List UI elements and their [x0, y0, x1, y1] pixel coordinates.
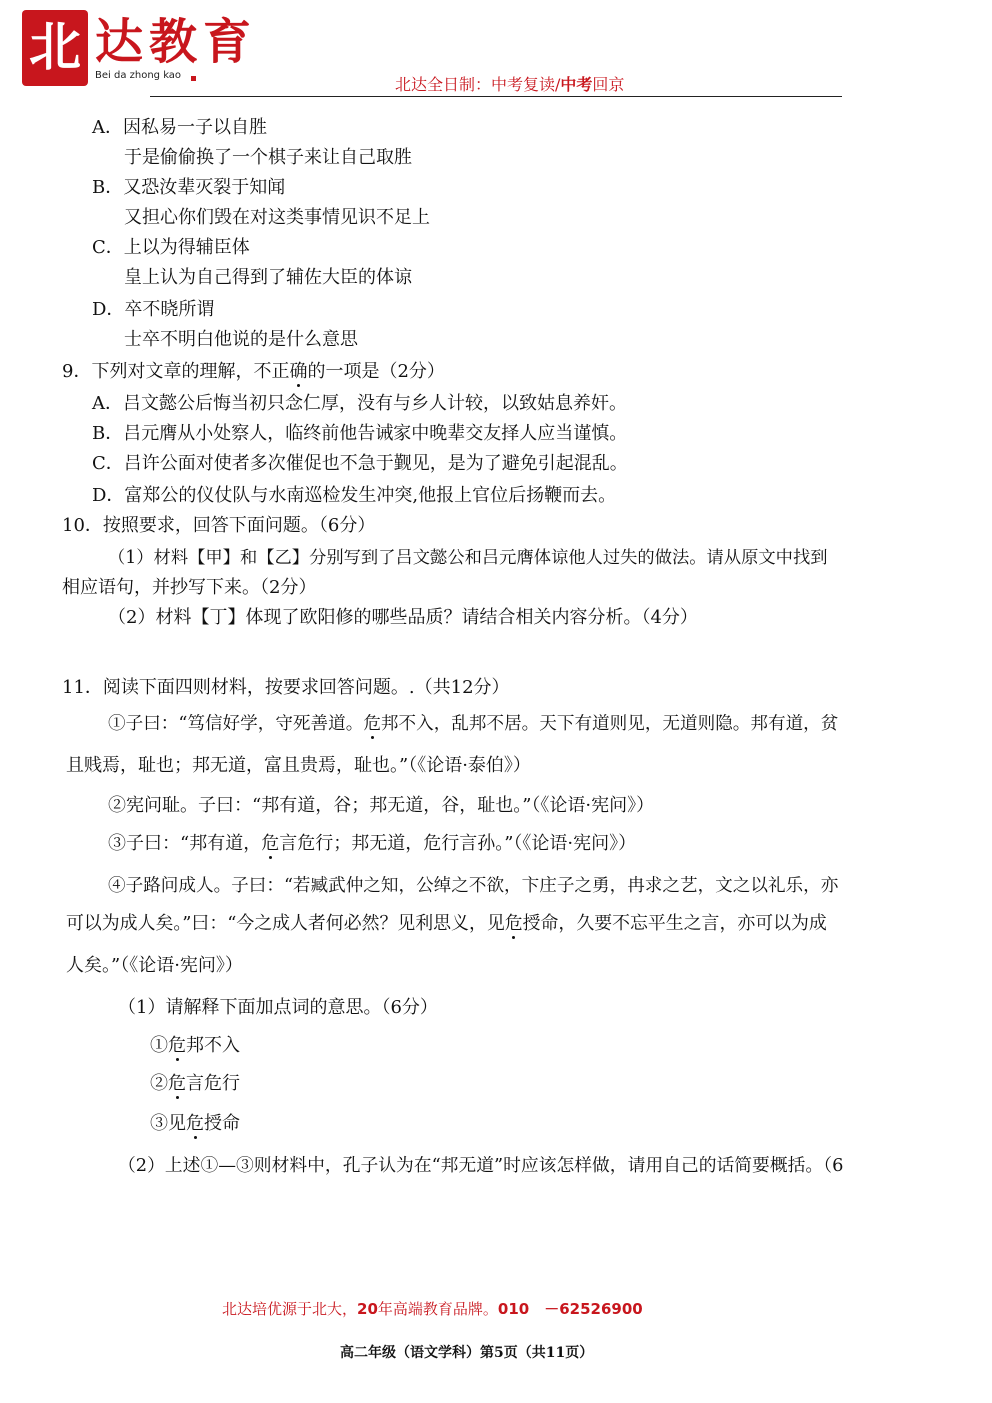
logo-char: 北: [28, 17, 81, 78]
emphasis-char: 危: [261, 833, 280, 854]
q8-option-b-translation: 又担心你们毁在对这类事情见识不足上: [124, 207, 430, 228]
emphasis-char: 确: [289, 361, 308, 382]
q8-option-c-translation: 皇上认为自己得到了辅佐大臣的体谅: [124, 267, 412, 288]
brand-name: 达教育: [95, 14, 258, 70]
q11-sub2: （2）上述①—③则材料中，孔子认为在“邦无道”时应该怎样做，请用自己的话简要概括。（6: [118, 1155, 844, 1176]
q11-sub1: （1）请解释下面加点词的意思。（6分）: [118, 997, 438, 1018]
emphasis-char: 危: [168, 1073, 186, 1094]
brand-pinyin: Bei da zhong kao: [95, 70, 182, 81]
q10-stem: 10．按照要求，回答下面问题。（6分）: [62, 515, 376, 536]
q11-item-2: ②危言危行: [150, 1073, 240, 1094]
q11-material-2: ②宪问耻。子曰：“邦有道，谷；邦无道，谷，耻也。”（《论语·宪问》）: [108, 795, 655, 816]
q11-material-1-line1: ①子曰：“笃信好学，守死善道。危邦不入，乱邦不居。天下有道则见，无道则隐。邦有道，贫: [108, 714, 839, 734]
q8-option-a-translation: 于是偷偷换了一个棋子来让自己取胜: [124, 147, 412, 168]
q10-sub2: （2）材料【丁】体现了欧阳修的哪些品质？请结合相关内容分析。（4分）: [108, 607, 698, 628]
header-slogan: 北达全日制：中考复读/中考回京: [395, 75, 625, 94]
q8-option-b: B．又恐汝辈灭裂于知闻: [92, 177, 286, 198]
q11-material-4-line3: 人矣。”（《论语·宪问》）: [66, 955, 243, 976]
q11-material-3: ③子曰：“邦有道，危言危行；邦无道，危行言孙。”（《论语·宪问》）: [108, 833, 637, 854]
q9-stem: 9．下列对文章的理解，不正确的一项是（2分）: [62, 361, 445, 382]
q8-option-c: C．上以为得辅臣体: [92, 237, 250, 258]
q11-material-4-line1: ④子路问成人。子曰：“若臧武仲之知，公绰之不欲，卞庄子之勇，冉求之艺，文之以礼乐，亦: [108, 876, 839, 896]
q10-sub1-line2: 相应语句，并抄写下来。（2分）: [62, 577, 317, 598]
q11-material-1-line2: 且贱焉，耻也；邦无道，富且贵焉，耻也。”（《论语·泰伯》）: [66, 755, 531, 776]
q11-stem: 11．阅读下面四则材料，按要求回答问题。.（共12分）: [62, 677, 510, 698]
q8-option-d: D．卒不晓所谓: [92, 299, 215, 320]
footer-slogan: 北达培优源于北大，20年高端教育品牌。010 －62526900: [222, 1300, 643, 1318]
brand-dot: [191, 76, 196, 81]
q11-material-4-line2: 可以为成人矣。”曰：“今之成人者何必然？见利思义，见危授命，久要不忘平生之言，亦可以为成: [66, 913, 827, 934]
logo: [22, 10, 88, 86]
q9-option-d: D．富郑公的仪仗队与水南巡检发生冲突,他报上官位后扬鞭而去。: [92, 485, 617, 506]
q9-option-a: A．吕文懿公后悔当初只念仁厚，没有与乡人计较，以致姑息养奸。: [92, 393, 627, 414]
q11-item-1: ①危邦不入: [150, 1035, 240, 1056]
q8-option-a: A．因私易一子以自胜: [92, 117, 267, 138]
emphasis-char: 危: [186, 1113, 204, 1134]
q9-option-b: B．吕元膺从小处察人，临终前他告诫家中晚辈交友择人应当谨慎。: [92, 423, 628, 444]
emphasis-char: 危: [168, 1035, 186, 1056]
emphasis-char: 危: [504, 913, 523, 934]
q10-sub1-line1: （1）材料【甲】和【乙】分别写到了吕文懿公和吕元膺体谅他人过失的做法。请从原文中找到: [108, 548, 828, 568]
page-number: 高二年级（语文学科）第5页（共11页）: [340, 1345, 594, 1361]
q9-option-c: C．吕许公面对使者多次催促也不急于觐见，是为了避免引起混乱。: [92, 453, 628, 474]
emphasis-char: 危: [363, 714, 381, 734]
header-divider: [150, 96, 842, 97]
q8-option-d-translation: 士卒不明白他说的是什么意思: [124, 329, 358, 350]
q11-item-3: ③见危授命: [150, 1113, 240, 1134]
